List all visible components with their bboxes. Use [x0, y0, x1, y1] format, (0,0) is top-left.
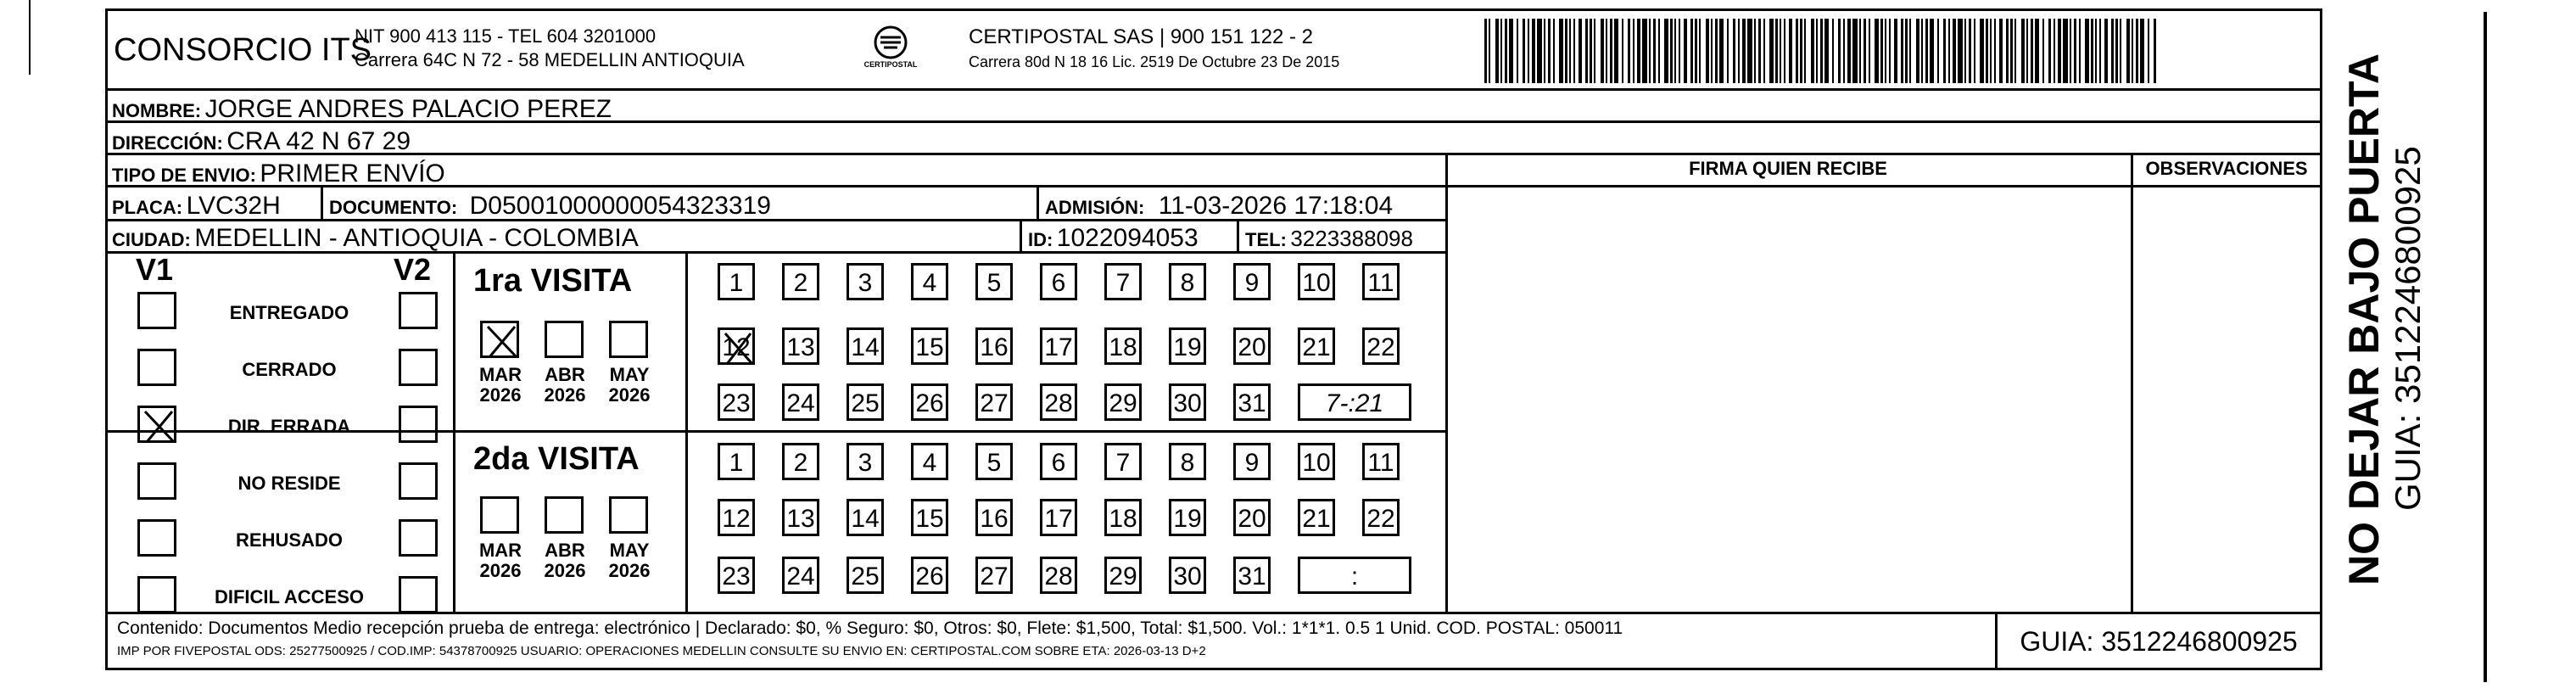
day-box [847, 327, 884, 365]
scan-edge-right [2484, 12, 2487, 682]
day-number: 7 [1115, 269, 1131, 297]
day-number: 3 [858, 269, 873, 297]
day-number: 11 [1367, 449, 1394, 477]
day-box [1233, 557, 1271, 594]
day-box [975, 327, 1013, 365]
nombre-value: JORGE ANDRES PALACIO PEREZ [204, 95, 612, 123]
day-number: 4 [922, 269, 937, 297]
divider-id-tel [1237, 219, 1239, 251]
day-number: 27 [980, 389, 1009, 417]
time-placeholder: : [1350, 562, 1359, 590]
day-box [1104, 499, 1142, 536]
month-checkbox [480, 496, 519, 534]
month-label: ABR [545, 540, 585, 561]
footer-guia: GUIA: 3512246800925 [2020, 626, 2298, 657]
day-box [1040, 263, 1077, 300]
day-box [975, 443, 1013, 480]
day-number: 28 [1044, 562, 1073, 590]
documento-value: D05001000000054323319 [469, 192, 771, 220]
tel-value: 3223388098 [1290, 226, 1413, 251]
day-number: 28 [1044, 389, 1073, 417]
day-box [975, 383, 1013, 421]
day-box [847, 557, 884, 594]
day-box [782, 499, 819, 536]
v1-checkbox [137, 519, 176, 557]
visit1-divider [685, 251, 688, 430]
day-box [1169, 499, 1206, 536]
day-number: 2 [793, 449, 808, 477]
day-box [1298, 263, 1335, 300]
month-checkbox [545, 321, 584, 358]
day-box [911, 557, 948, 594]
day-box [782, 263, 819, 300]
day-number: 23 [722, 562, 751, 590]
day-number: 7 [1115, 449, 1131, 477]
v2-checkbox [399, 519, 438, 557]
day-box [782, 443, 819, 480]
day-box [1362, 327, 1400, 365]
direccion-value: CRA 42 N 67 29 [226, 127, 411, 155]
day-box [1104, 327, 1142, 365]
day-number: 26 [915, 562, 944, 590]
day-box [911, 499, 948, 536]
day-box [1040, 499, 1077, 536]
placa-value: LVC32H [186, 192, 281, 220]
status-label: DIFICIL ACCESO [214, 586, 364, 607]
tel-label: TEL: [1245, 229, 1287, 250]
day-number: 24 [786, 389, 815, 417]
v1-checkbox [137, 292, 176, 329]
day-box [1040, 327, 1077, 365]
direccion-label: DIRECCIÓN: [112, 132, 223, 154]
day-number: 3 [858, 449, 873, 477]
day-number: 15 [915, 505, 944, 533]
day-number: 21 [1302, 505, 1331, 533]
v2-checkbox [399, 576, 438, 613]
visit1-title: 1ra VISITA [473, 263, 633, 299]
day-number: 22 [1366, 333, 1395, 361]
v2-checkbox [399, 292, 438, 329]
day-number: 18 [1109, 505, 1137, 533]
day-box [718, 327, 755, 365]
v2-checkbox [399, 462, 438, 500]
month-label: ABR [545, 364, 585, 385]
day-box [1298, 327, 1335, 365]
status-label: NO RESIDE [237, 473, 341, 494]
v2-label: V2 [394, 252, 432, 287]
time-box [1298, 383, 1411, 421]
day-number: 10 [1302, 269, 1331, 297]
day-number: 14 [851, 333, 880, 361]
day-box [1362, 443, 1400, 480]
day-box [1233, 263, 1271, 300]
day-number: 2 [793, 269, 808, 297]
status-label: REHUSADO [236, 529, 343, 551]
day-number: 4 [922, 449, 937, 477]
day-box [1169, 443, 1206, 480]
row-line-footer [105, 612, 2322, 614]
month-year: 2026 [608, 384, 651, 406]
day-number: 10 [1302, 449, 1331, 477]
day-box [718, 499, 755, 536]
day-box [1104, 263, 1142, 300]
day-number: 20 [1238, 333, 1266, 361]
day-number: 1 [729, 449, 744, 477]
month-checkbox [609, 496, 648, 534]
day-number: 9 [1244, 269, 1260, 297]
day-box [1362, 263, 1400, 300]
day-number: 13 [786, 505, 815, 533]
day-number: 1 [729, 269, 744, 297]
day-box [847, 443, 884, 480]
divider-doc-admision [1037, 185, 1039, 219]
day-number: 5 [986, 449, 1002, 477]
day-number: 15 [915, 333, 944, 361]
company-nit: NIT 900 413 115 - TEL 604 3201000 [355, 25, 657, 47]
month-label: MAY [609, 364, 650, 385]
day-number: 30 [1173, 389, 1202, 417]
day-number: 8 [1180, 449, 1195, 477]
certipostal-logo [858, 24, 923, 76]
status-label: ENTREGADO [229, 302, 349, 323]
right-header-line [1445, 185, 2322, 187]
day-box [782, 557, 819, 594]
day-box [1233, 443, 1271, 480]
barcode [1483, 19, 2161, 83]
ciudad-value: MEDELLIN - ANTIOQUIA - COLOMBIA [194, 224, 639, 252]
row-line-direccion [105, 153, 2322, 155]
month-year: 2026 [544, 384, 586, 406]
footer-content-line: Contenido: Documentos Medio recepción prueba de entrega: electrónico | Declarado: $0, % Seguro: $0, Otros: $0, Flete: $1,500, Total: $1,500. Vol.: 1*1*1. 0.5 1 Unid. COD. POSTAL: 050011 [117, 618, 1623, 638]
day-number: 16 [980, 505, 1009, 533]
divider-placa-doc [321, 185, 323, 219]
day-box [975, 499, 1013, 536]
status-label: CERRADO [242, 359, 337, 380]
id-value: 1022094053 [1056, 224, 1199, 252]
day-box [718, 557, 755, 594]
day-number: 18 [1109, 333, 1137, 361]
status-visit-divider [453, 251, 455, 612]
divider-ciudad-id [1020, 219, 1022, 251]
day-number: 24 [786, 562, 815, 590]
handwritten-time: 7-:21 [1325, 389, 1384, 417]
day-box [1169, 557, 1206, 594]
day-box [718, 383, 755, 421]
day-number: 12 [722, 505, 751, 533]
month-label: MAR [478, 364, 522, 385]
day-number: 17 [1044, 505, 1073, 533]
day-number: 26 [915, 389, 944, 417]
day-box [1233, 383, 1271, 421]
day-number: 5 [986, 269, 1002, 297]
day-number: 27 [980, 562, 1009, 590]
scan-edge-left [29, 0, 31, 75]
v2-checkbox [399, 406, 438, 443]
certipostal-address: Carrera 80d N 18 16 Lic. 2519 De Octubre 23 De 2015 [969, 53, 1340, 70]
day-box [1104, 383, 1142, 421]
status-label: DIR. ERRADA [227, 416, 351, 437]
company-address: Carrera 64C N 72 - 58 MEDELLIN ANTIOQUIA [355, 49, 745, 70]
day-number: 22 [1366, 505, 1395, 533]
day-number: 8 [1180, 269, 1195, 297]
v1-checkbox [137, 349, 176, 386]
time-box [1298, 557, 1411, 594]
day-box [1104, 443, 1142, 480]
divider-left-firma [1445, 153, 1448, 612]
month-label: MAR [478, 540, 522, 561]
placa-label: PLACA: [112, 197, 183, 218]
admision-label: ADMISIÓN: [1045, 197, 1145, 218]
day-box [1233, 327, 1271, 365]
day-number: 25 [851, 389, 880, 417]
month-year: 2026 [479, 384, 522, 406]
day-box [911, 263, 948, 300]
side-guia: GUIA: 3512246800925 [2388, 146, 2428, 511]
tipo-envio-label: TIPO DE ENVIO: [112, 165, 256, 186]
day-number: 14 [851, 505, 880, 533]
month-year: 2026 [608, 560, 651, 581]
month-checkbox [609, 321, 648, 358]
day-number: 21 [1302, 333, 1331, 361]
tipo-envio-value: PRIMER ENVÍO [260, 160, 445, 187]
v1-checkbox [137, 462, 176, 500]
day-box [1169, 263, 1206, 300]
day-number: 20 [1238, 505, 1266, 533]
day-number: 31 [1238, 389, 1266, 417]
footer-imp-line: IMP POR FIVEPOSTAL ODS: 25277500925 / COD.IMP: 54378700925 USUARIO: OPERACIONES MEDELLIN CONSULTE SU ENVIO EN: CERTIPOSTAL.COM SOBRE ETA: 2026-03-13 D+2 [117, 644, 1206, 658]
day-number: 23 [722, 389, 751, 417]
v1-checkbox [137, 576, 176, 613]
day-box [847, 499, 884, 536]
day-number: 11 [1367, 269, 1394, 297]
day-box [847, 383, 884, 421]
day-number: 12 [722, 333, 751, 361]
month-year: 2026 [479, 560, 522, 581]
day-number: 29 [1109, 389, 1137, 417]
day-box [1169, 327, 1206, 365]
visit2-title: 2da VISITA [473, 441, 640, 477]
id-label: ID: [1028, 229, 1053, 250]
day-number: 16 [980, 333, 1009, 361]
day-box [911, 383, 948, 421]
nombre-label: NOMBRE: [112, 100, 202, 121]
side-notice: NO DEJAR BAJO PUERTA [2340, 53, 2388, 585]
day-box [782, 383, 819, 421]
day-box [975, 557, 1013, 594]
day-number: 17 [1044, 333, 1073, 361]
v1-checkbox [137, 406, 176, 443]
day-box [1040, 557, 1077, 594]
day-number: 30 [1173, 562, 1202, 590]
admision-value: 11-03-2026 17:18:04 [1158, 192, 1394, 220]
documento-label: DOCUMENTO: [329, 197, 458, 218]
month-checkbox [480, 321, 519, 358]
month-label: MAY [609, 540, 650, 561]
day-number: 19 [1173, 505, 1202, 533]
day-number: 31 [1238, 562, 1266, 590]
ciudad-label: CIUDAD: [112, 229, 191, 250]
day-number: 9 [1244, 449, 1260, 477]
divider-firma-obs [2131, 153, 2133, 612]
day-number: 29 [1109, 562, 1137, 590]
firma-header: FIRMA QUIEN RECIBE [1689, 158, 1887, 179]
day-box [847, 263, 884, 300]
day-number: 25 [851, 562, 880, 590]
day-box [1169, 383, 1206, 421]
visit2-divider [685, 430, 688, 612]
day-number: 6 [1051, 269, 1066, 297]
day-box [1298, 443, 1335, 480]
day-box [718, 263, 755, 300]
day-number: 13 [786, 333, 815, 361]
day-number: 6 [1051, 449, 1066, 477]
month-year: 2026 [544, 560, 586, 581]
certipostal-line: CERTIPOSTAL SAS | 900 151 122 - 2 [969, 25, 1313, 48]
logo-text: CERTIPOSTAL [863, 60, 918, 69]
v2-checkbox [399, 349, 438, 386]
day-box [1298, 499, 1335, 536]
day-box [911, 443, 948, 480]
day-box [718, 443, 755, 480]
company-name: CONSORCIO ITS [114, 32, 372, 68]
day-box [1040, 443, 1077, 480]
month-checkbox [545, 496, 584, 534]
day-box [911, 327, 948, 365]
v1-label: V1 [136, 252, 174, 287]
day-box [782, 327, 819, 365]
header-divider [105, 88, 2322, 91]
day-box [975, 263, 1013, 300]
day-box [1040, 383, 1077, 421]
day-box [1362, 499, 1400, 536]
day-number: 19 [1173, 333, 1202, 361]
day-box [1233, 499, 1271, 536]
day-box [1104, 557, 1142, 594]
observaciones-header: OBSERVACIONES [2145, 158, 2308, 179]
